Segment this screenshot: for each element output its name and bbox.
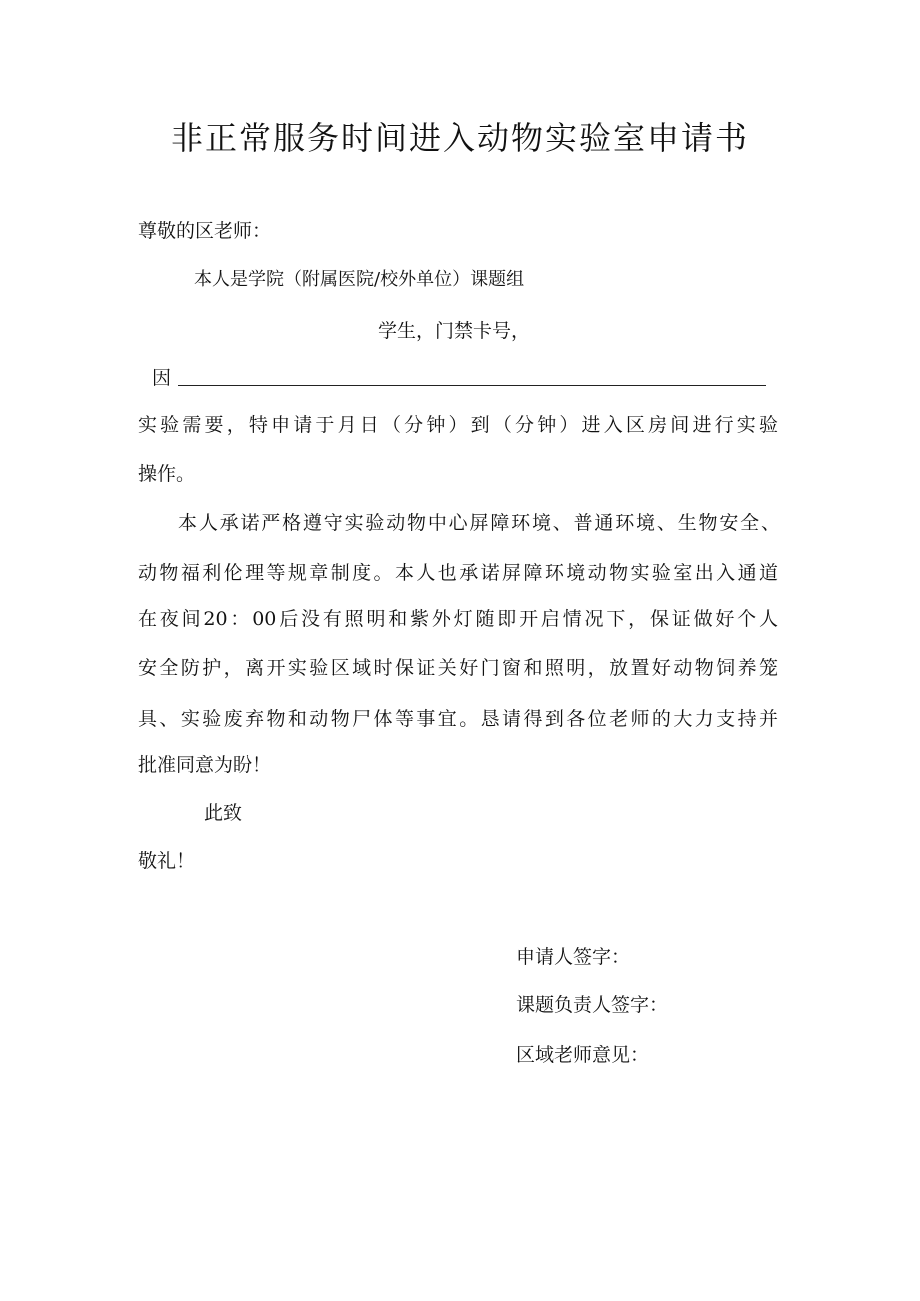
promise-line-5: 具、实验废弃物和动物尸体等事宜。恳请得到各位老师的大力支持并 (138, 708, 778, 730)
page-title: 非正常服务时间进入动物实验室申请书 (170, 119, 749, 157)
promise-line-2: 动物福利伦理等规章制度。本人也承诺屏障环境动物实验室出入通道 (138, 562, 778, 584)
applicant-signature-label: 申请人签字： (516, 946, 631, 968)
promise-line-4: 安全防护，离开实验区域时保证关好门窗和照明，放置好动物饲养笼 (138, 657, 778, 679)
intro-line-1: 本人是学院（附属医院/校外单位）课题组 (194, 269, 525, 290)
request-line-1: 实验需要，特申请于月日（分钟）到（分钟）进入区房间进行实验 (138, 414, 778, 436)
reason-label: 因 (152, 367, 172, 389)
reason-blank-field[interactable] (178, 385, 766, 386)
promise-line-3: 在夜间20：00后没有照明和紫外灯随即开启情况下，保证做好个人 (138, 608, 778, 630)
salutation: 尊敬的区老师： (138, 220, 272, 242)
closing-ci-zhi: 此致 (204, 802, 243, 824)
promise-line-1: 本人承诺严格遵守实验动物中心屏障环境、普通环境、生物安全、 (178, 512, 780, 534)
project-leader-signature-label: 课题负责人签字： (516, 994, 669, 1016)
promise-line-6: 批准同意为盼！ (138, 754, 272, 776)
request-line-2: 操作。 (138, 463, 196, 485)
area-teacher-opinion-label: 区域老师意见： (516, 1044, 650, 1066)
intro-line-2: 学生，门禁卡号， (378, 320, 531, 342)
closing-jing-li: 敬礼！ (138, 850, 196, 872)
